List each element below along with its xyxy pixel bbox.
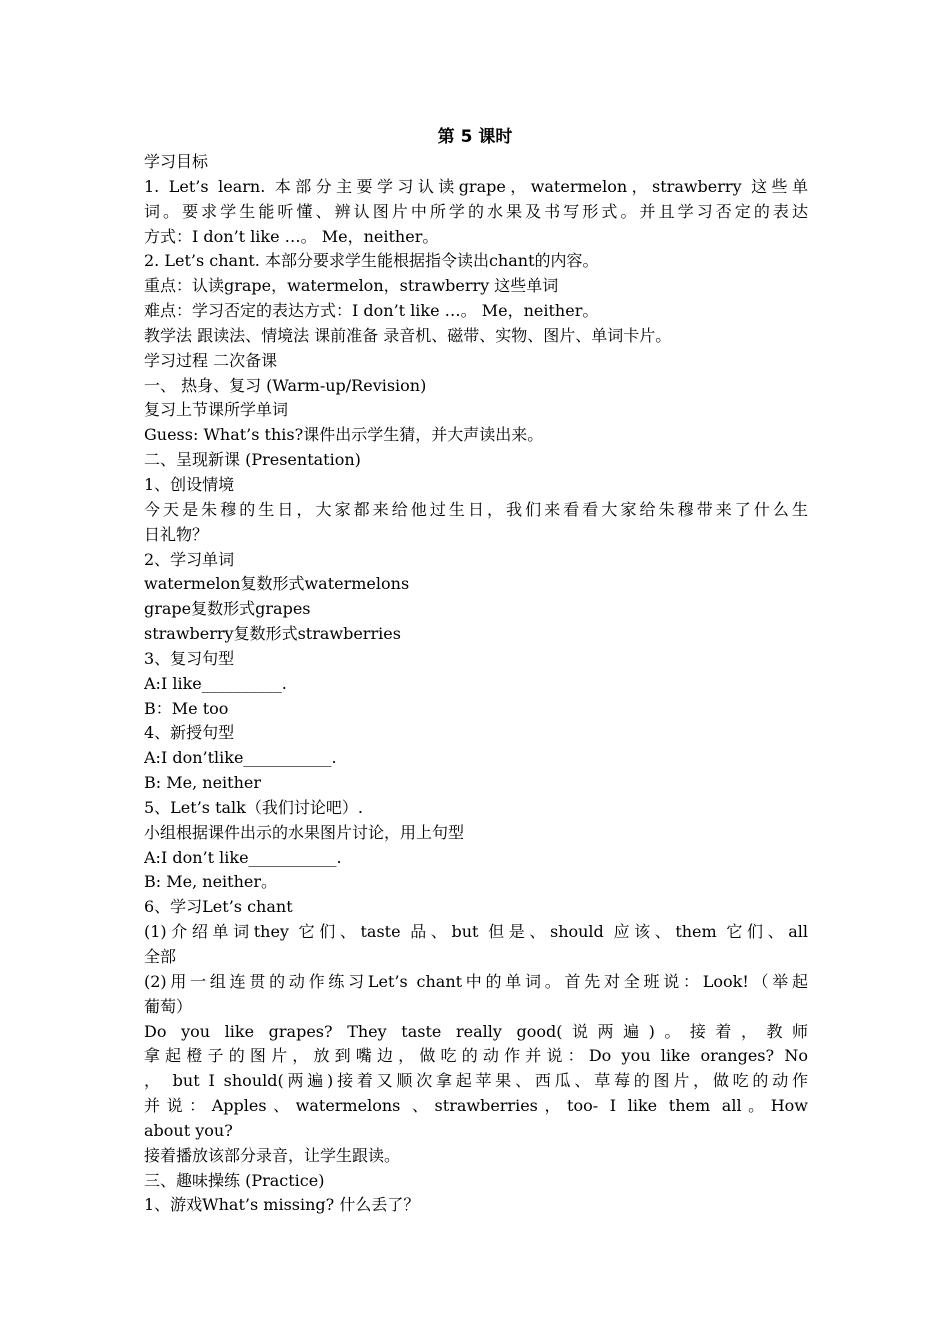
paragraph-line: Do you like grapes? They taste really good(说两遍)。接着，教师 (144, 1021, 808, 1041)
paragraph-line: 葡萄） (144, 996, 193, 1016)
subheading-line: 4、新授句型 (144, 723, 235, 743)
dialogue-line: A:I don’t like___________. (144, 847, 342, 867)
vocab-line: grape复数形式grapes (144, 599, 311, 619)
dialogue-line: A:I like__________. (144, 673, 287, 693)
section-heading-objectives: 学习目标 (144, 152, 209, 171)
paragraph-line: 方式：I don’t like …。 Me，neither。 (144, 226, 439, 246)
paragraph-line: 日礼物？ (144, 524, 209, 544)
paragraph-line: (1)介绍单词they 它们、taste 品、but 但是、should 应该、them 它们、all (144, 922, 808, 942)
paragraph-line: 小组根据课件出示的水果图片讨论，用上句型 (144, 822, 465, 842)
vocab-line: watermelon复数形式watermelons (144, 574, 410, 594)
section-heading-presentation: 二、呈现新课 (Presentation) (144, 450, 361, 470)
paragraph-line: ， but I should(两遍)接着又顺次拿起苹果、西瓜、草莓的图片，做吃的动作 (144, 1071, 808, 1091)
subheading-line: 2、学习单词 (144, 549, 235, 569)
paragraph-line: Guess: What’s this?课件出示学生猜，并大声读出来。 (144, 425, 544, 445)
paragraph-line: about you? (144, 1120, 233, 1140)
paragraph-line: 2. Let’s chant. 本部分要求学生能根据指令读出chant的内容。 (144, 251, 599, 271)
paragraph-line: 拿起橙子的图片，放到嘴边，做吃的动作并说：Do you like oranges? No (144, 1046, 808, 1066)
subheading-line: 1、创设情境 (144, 474, 235, 494)
section-heading-warmup: 一、 热身、复习 (Warm-up/Revision) (144, 375, 427, 395)
subheading-line: 1、游戏What’s missing? 什么丢了？ (144, 1195, 420, 1215)
paragraph-line: 接着播放该部分录音，让学生跟读。 (144, 1145, 401, 1165)
paragraph-line: 全部 (144, 947, 177, 966)
paragraph-line: 复习上节课所学单词 (144, 400, 289, 420)
dialogue-line: B：Me too (144, 698, 229, 718)
key-points-line: 重点：认读grape，watermelon，strawberry 这些单词 (144, 276, 559, 296)
lesson-body (144, 150, 808, 1218)
dialogue-line: B: Me, neither。 (144, 872, 278, 892)
difficult-points-line: 难点：学习否定的表达方式：I don’t like …。 Me，neither。 (144, 301, 599, 321)
subheading-line: 6、学习Let’s chant (144, 897, 293, 917)
paragraph-line: (2)用一组连贯的动作练习Let’s chant中的单词。首先对全班说：Look!（举起 (144, 971, 808, 991)
paragraph-line: 并说：Apples、watermelons 、strawberries，too- I like them all。How (144, 1096, 808, 1116)
paragraph-line: 词。要求学生能听懂、辨认图片中所学的水果及书写形式。并且学习否定的表达 (144, 201, 808, 221)
subheading-line: 3、复习句型 (144, 648, 235, 668)
dialogue-line: A:I don’tlike___________. (144, 748, 337, 768)
subheading-line: 5、Let’s talk（我们讨论吧）. (144, 797, 363, 817)
paragraph-line: 今天是朱穆的生日，大家都来给他过生日，我们来看看大家给朱穆带来了什么生 (144, 499, 808, 519)
section-heading-practice: 三、趣味操练 (Practice) (144, 1170, 325, 1190)
teaching-method-line: 教学法 跟读法、情境法 课前准备 录音机、磁带、实物、图片、单词卡片。 (144, 325, 672, 345)
lesson-title: 第 5 课时 (437, 127, 513, 147)
paragraph-line: 1. Let’s learn. 本部分主要学习认读grape，watermelon，strawberry 这些单 (144, 176, 808, 196)
vocab-line: strawberry复数形式strawberries (144, 624, 401, 644)
dialogue-line: B: Me, neither (144, 773, 261, 793)
section-heading-process: 学习过程 二次备课 (144, 350, 278, 370)
